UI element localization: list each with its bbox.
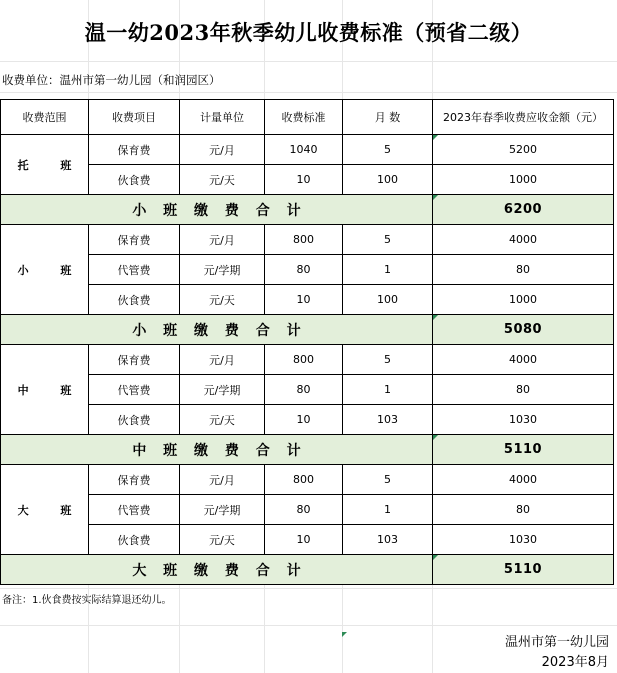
table-row [1, 465, 614, 495]
amount-cell: 1000 [433, 165, 614, 195]
rate-cell: 800 [265, 345, 343, 375]
unit-cell: 元/天 [180, 285, 265, 315]
column-header: 月 数 [343, 100, 433, 135]
subtotal-label: 小 班 缴 费 合 计 [1, 315, 433, 345]
months-cell: 5 [343, 345, 433, 375]
subtotal-amount: 6200 [433, 195, 614, 225]
months-cell: 103 [343, 525, 433, 555]
cell-comment-marker [433, 315, 438, 320]
subtotal-row [1, 315, 614, 345]
fee-item-cell: 保育费 [89, 345, 180, 375]
table-row [1, 345, 614, 375]
class-group-label: 大 班 [1, 465, 89, 555]
class-group-label: 中 班 [1, 345, 89, 435]
rate-cell: 10 [265, 405, 343, 435]
rate-cell: 1040 [265, 135, 343, 165]
gridline [0, 625, 617, 626]
amount-cell: 4000 [433, 345, 614, 375]
amount-cell: 4000 [433, 465, 614, 495]
gridline [0, 92, 617, 93]
subtotal-label: 大 班 缴 费 合 计 [1, 555, 433, 585]
rate-cell: 80 [265, 495, 343, 525]
class-group-label: 小 班 [1, 225, 89, 315]
months-cell: 5 [343, 135, 433, 165]
months-cell: 100 [343, 165, 433, 195]
table-row [1, 255, 614, 285]
table-row [1, 165, 614, 195]
column-header: 收费标准 [265, 100, 343, 135]
rate-cell: 80 [265, 255, 343, 285]
fee-table-body [1, 100, 614, 585]
months-cell: 100 [343, 285, 433, 315]
amount-cell: 5200 [433, 135, 614, 165]
amount-cell: 4000 [433, 225, 614, 255]
column-header: 收费范围 [1, 100, 89, 135]
unit-cell: 元/月 [180, 135, 265, 165]
unit-cell: 元/学期 [180, 375, 265, 405]
rate-cell: 10 [265, 285, 343, 315]
rate-cell: 10 [265, 165, 343, 195]
rate-cell: 10 [265, 525, 343, 555]
subtotal-row [1, 435, 614, 465]
table-row [1, 525, 614, 555]
fee-item-cell: 保育费 [89, 465, 180, 495]
fee-item-cell: 伙食费 [89, 525, 180, 555]
amount-cell: 80 [433, 375, 614, 405]
subtotal-label: 中 班 缴 费 合 计 [1, 435, 433, 465]
fee-item-cell: 代管费 [89, 255, 180, 285]
class-group-label: 托 班 [1, 135, 89, 195]
cell-comment-marker [433, 555, 438, 560]
column-header: 2023年春季收费应收金额（元） [433, 100, 614, 135]
unit-cell: 元/学期 [180, 255, 265, 285]
column-header: 计量单位 [180, 100, 265, 135]
months-cell: 1 [343, 375, 433, 405]
table-row [1, 285, 614, 315]
table-row [1, 225, 614, 255]
subtotal-amount: 5110 [433, 435, 614, 465]
subtotal-row [1, 555, 614, 585]
gridline [0, 61, 617, 62]
months-cell: 1 [343, 495, 433, 525]
signature-block [505, 633, 609, 673]
months-cell: 103 [343, 405, 433, 435]
fee-item-cell: 代管费 [89, 375, 180, 405]
amount-cell: 1000 [433, 285, 614, 315]
fee-item-cell: 代管费 [89, 495, 180, 525]
table-header-row [1, 100, 614, 135]
signature-org: 温州市第一幼儿园 [504, 635, 609, 650]
fee-item-cell: 伙食费 [89, 285, 180, 315]
column-header: 收费项目 [89, 100, 180, 135]
fee-unit-label: 收费单位：温州市第一幼儿园（和润园区） [2, 73, 221, 87]
subtotal-amount: 5110 [433, 555, 614, 585]
remark-note: 备注：1.伙食费按实际结算退还幼儿。 [2, 595, 172, 606]
cell-comment-marker [433, 135, 438, 140]
subtotal-label: 小 班 缴 费 合 计 [1, 195, 433, 225]
page-title: 温一幼2023年秋季幼儿收费标准（预省二级） [84, 20, 533, 45]
amount-cell: 1030 [433, 405, 614, 435]
unit-cell: 元/天 [180, 525, 265, 555]
subtotal-row [1, 195, 614, 225]
subtotal-amount: 5080 [433, 315, 614, 345]
unit-cell: 元/天 [180, 165, 265, 195]
cell-comment-marker [433, 195, 438, 200]
table-row [1, 405, 614, 435]
fee-item-cell: 伙食费 [89, 405, 180, 435]
fee-item-cell: 保育费 [89, 135, 180, 165]
cell-comment-marker [342, 632, 347, 637]
table-row [1, 135, 614, 165]
rate-cell: 800 [265, 225, 343, 255]
amount-cell: 80 [433, 255, 614, 285]
unit-cell: 元/月 [180, 225, 265, 255]
gridline [0, 588, 617, 589]
unit-cell: 元/天 [180, 405, 265, 435]
fee-item-cell: 保育费 [89, 225, 180, 255]
table-row [1, 495, 614, 525]
fee-item-cell: 伙食费 [89, 165, 180, 195]
rate-cell: 80 [265, 375, 343, 405]
amount-cell: 80 [433, 495, 614, 525]
months-cell: 1 [343, 255, 433, 285]
rate-cell: 800 [265, 465, 343, 495]
amount-cell: 1030 [433, 525, 614, 555]
unit-cell: 元/月 [180, 465, 265, 495]
months-cell: 5 [343, 225, 433, 255]
cell-comment-marker [433, 435, 438, 440]
fee-table [0, 99, 614, 585]
unit-cell: 元/月 [180, 345, 265, 375]
table-row [1, 375, 614, 405]
months-cell: 5 [343, 465, 433, 495]
signature-date: 2023年8月 [541, 655, 609, 670]
unit-cell: 元/学期 [180, 495, 265, 525]
